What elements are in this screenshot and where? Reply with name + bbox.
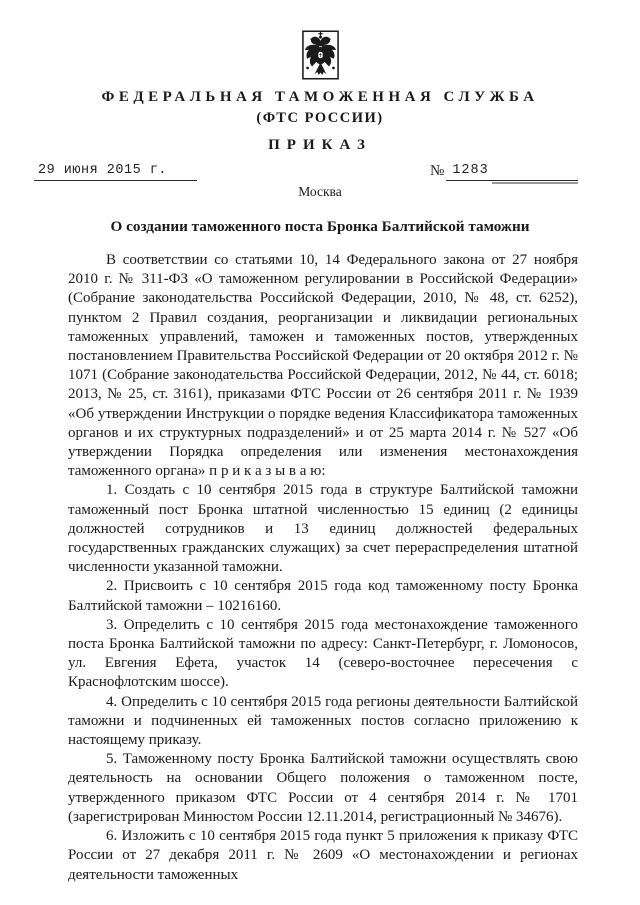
order-number-group — [430, 163, 578, 181]
document-type-heading: ПРИКАЗ — [268, 137, 372, 153]
number-sign: № — [430, 163, 445, 179]
organization-short-name: (ФТС РОССИИ) — [256, 110, 384, 126]
body-paragraph: 1. Создать с 10 сентября 2015 года в структуре Балтийской таможни таможенный пост Бронка штатной численностью 15 единиц (2 единицы должностей сотрудников и 13 единиц должностей федеральных государственных гражданских служащих) за счет перераспределения штатной численности указанной таможни. — [68, 482, 578, 576]
body-paragraph: 6. Изложить с 10 сентября 2015 года пункт 5 приложения к приказу ФТС России от 27 декабря 2011 г. № 2609 «О местонахождении и регионах деятельности таможенных — [68, 828, 578, 883]
body-paragraph: 4. Определить с 10 сентября 2015 года регионы деятельности Балтийской таможни и подчиненных ей таможенных постов согласно приложению к настоящему приказу. — [68, 693, 578, 749]
order-body — [68, 251, 578, 885]
organization-name: ФЕДЕРАЛЬНАЯ ТАМОЖЕННАЯ СЛУЖБА — [101, 89, 539, 105]
date-number-row — [34, 159, 578, 181]
order-title: О создании таможенного поста Бронка Балтийской таможни — [110, 218, 530, 235]
issue-city: Москва — [298, 184, 342, 199]
order-number: 1283 — [446, 163, 578, 181]
russia-coat-of-arms-icon — [302, 30, 339, 80]
order-date: 29 июня 2015 г. — [34, 163, 197, 181]
body-paragraph: 2. Присвоить с 10 сентября 2015 года код таможенному посту Бронка Балтийской таможни – 10216160. — [68, 578, 578, 614]
body-paragraph: 5. Таможенному посту Бронка Балтийской таможни осуществлять свою деятельность на основании Общего положения о таможенном посте, утвержденного приказом ФТС России от 4 сентября 2014 г. № 1701 (зарегистрирован Минюстом России 12.11.2014, регистрационный № 34676). — [68, 751, 578, 825]
body-paragraph: В соответствии со статьями 10, 14 Федерального закона от 27 ноября 2010 г. № 311-ФЗ «О таможенном регулировании в Российской Федерации» (Собрание законодательства Российской Федерации, 2010, № 48, ст. 6252), пунктом 2 Правил создания, реорганизации и ликвидации региональных таможенных управлений, таможен и таможенных постов, утвержденных постановлением Правительства Российской Федерации от 20 октября 2012 г. № 1071 (Собрание законодательства Российской Федерации, 2012, № 44, ст. 6018; 2013, № 25, ст. 3161), приказами ФТС России от 26 сентября 2011 г. № 1939 «Об утверждении Инструкции о порядке ведения Классификатора таможенных органов и их структурных подразделений» и от 25 марта 2014 г. № 527 «Об утверждении Порядка определения или изменения местонахождения таможенного органа» п р и к а з ы в а ю: — [68, 252, 578, 480]
body-paragraph: 3. Определить с 10 сентября 2015 года местонахождение таможенного поста Бронка Балтийской таможни по адресу: Санкт-Петербург, г. Ломоносов, ул. Евгения Ефета, участок 14 (северо-восточнее пересечения с Краснофлотским шоссе). — [68, 616, 578, 691]
